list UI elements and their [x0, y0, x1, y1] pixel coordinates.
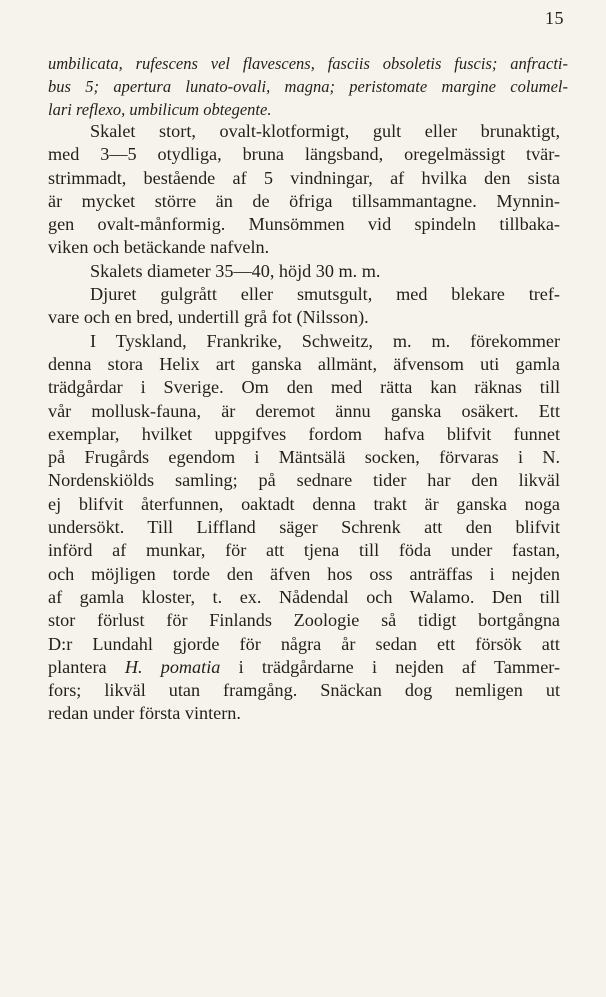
text-line: fors; likväl utan framgång. Snäckan dog nemligen ut — [48, 680, 560, 701]
body-text — [48, 120, 560, 726]
text-line: strimmadt, bestående af 5 vindningar, af hvilka den sista — [48, 167, 560, 188]
text-line: och möjligen torde den äfven hos oss anträffas i nejden — [48, 563, 560, 584]
text-line: denna stora Helix art ganska allmänt, äfvensom uti gamla — [48, 353, 560, 374]
text-line: exemplar, hvilket uppgifves fordom hafva blifvit funnet — [48, 423, 560, 444]
text-line: af gamla kloster, t. ex. Nådendal och Walamo. Den till — [48, 586, 560, 607]
species-name: H. pomatia — [124, 656, 221, 677]
latin-description — [48, 52, 568, 121]
text-line-with-italic — [48, 656, 560, 679]
text-fragment: i trädgårdarne i nejden af Tammer- — [238, 656, 561, 677]
text-line: trädgårdar i Sverige. Om den med rätta kan räknas till — [48, 377, 560, 398]
text-line: undersökt. Till Liffland säger Schrenk att den blifvit — [48, 517, 560, 538]
text-line: I Tyskland, Frankrike, Schweitz, m. m. förekommer — [90, 330, 560, 351]
text-line: Skalets diameter 35—40, höjd 30 m. m. — [90, 260, 381, 281]
latin-line: bus 5; apertura lunato-ovali, magna; peristomate margine columel- — [48, 77, 568, 96]
text-line: med 3—5 otydliga, bruna längsband, oregelmässigt tvär- — [48, 144, 560, 165]
text-line: stor förlust för Finlands Zoologie så tidigt bortgångna — [48, 610, 560, 631]
text-line: redan under första vintern. — [48, 703, 241, 724]
text-line: på Frugårds egendom i Mäntsälä socken, förvaras i N. — [48, 447, 560, 468]
text-fragment: plantera — [48, 656, 107, 677]
text-line: D:r Lundahl gjorde för några år sedan ett försök att — [48, 633, 560, 654]
latin-line: lari reflexo, umbilicum obtegente. — [48, 100, 272, 119]
latin-line: umbilicata, rufescens vel flavescens, fasciis obsoletis fuscis; anfracti- — [48, 54, 568, 73]
text-line: är mycket större än de öfriga tillsammantagne. Mynnin- — [48, 190, 560, 211]
text-line: Skalet stort, ovalt-klotformigt, gult eller brunaktigt, — [90, 121, 560, 141]
text-line: Djuret gulgrått eller smutsgult, med blekare tref- — [90, 284, 560, 305]
text-line: gen ovalt-månformig. Munsömmen vid spindeln tillbaka- — [48, 214, 560, 235]
text-line: vår mollusk-fauna, är deremot ännu ganska osäkert. Ett — [48, 400, 560, 421]
text-line: införd af munkar, för att tjena till föda under fastan, — [48, 540, 560, 561]
text-line: vare och en bred, undertill grå fot (Nilsson). — [48, 307, 369, 328]
page-number: 15 — [545, 8, 564, 28]
text-line: Nordenskiölds samling; på sednare tider har den likväl — [48, 470, 560, 491]
text-line: ej blifvit återfunnen, oaktadt denna trakt är ganska noga — [48, 493, 560, 514]
text-line: viken och betäckande nafveln. — [48, 237, 270, 258]
